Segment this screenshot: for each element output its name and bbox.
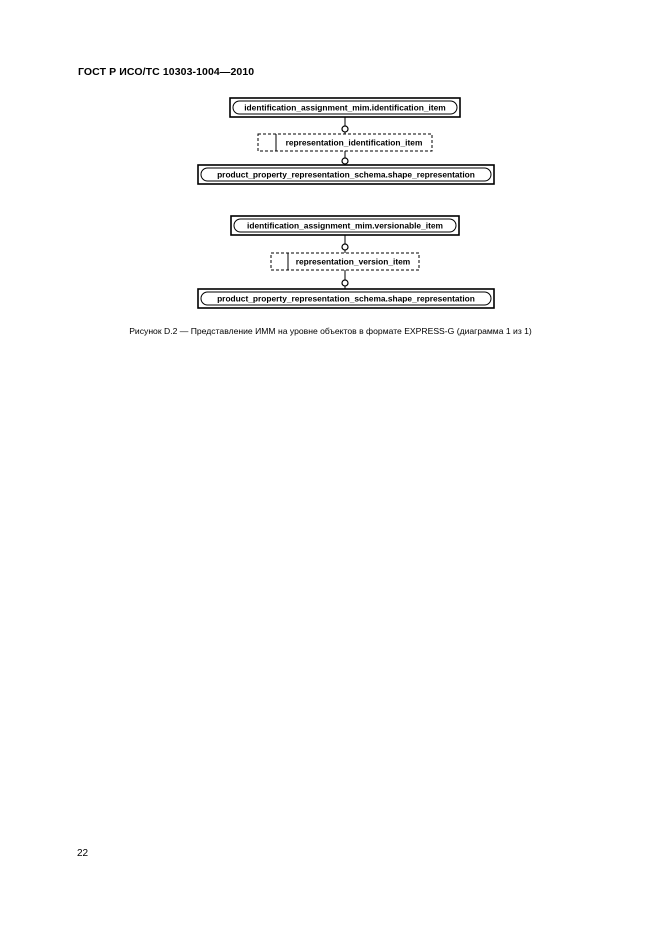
d2-connector-circle-1 [342, 244, 348, 250]
d1-connector-circle-1 [342, 126, 348, 132]
figure-caption: Рисунок D.2 — Представление ИММ на уровне объектов в формате EXPRESS-G (диаграмма 1 из 1) [129, 326, 532, 336]
d1-connector-circle-2 [342, 158, 348, 164]
d1-middle-box [258, 134, 432, 151]
d2-connector-circle-2 [342, 280, 348, 286]
diagram-1 [198, 98, 494, 184]
d2-bottom-label: product_property_representation_schema.shape_representation [217, 293, 475, 304]
d2-middle-box [271, 253, 419, 270]
d1-bottom-box [198, 165, 494, 184]
d2-top-label: identification_assignment_mim.versionable_item [247, 220, 443, 231]
document-header: ГОСТ Р ИСО/ТС 10303-1004—2010 [78, 66, 255, 78]
d2-bottom-box [198, 289, 494, 308]
d1-bottom-label: product_property_representation_schema.shape_representation [217, 169, 475, 180]
d2-top-box [231, 216, 459, 235]
d2-middle-label: representation_version_item [295, 256, 411, 267]
d1-top-box [230, 98, 460, 117]
d1-top-label: identification_assignment_mim.identification_item [244, 102, 446, 113]
d1-middle-label: representation_identification_item [285, 137, 423, 148]
page-number: 22 [77, 848, 89, 859]
diagram-2 [198, 216, 494, 308]
